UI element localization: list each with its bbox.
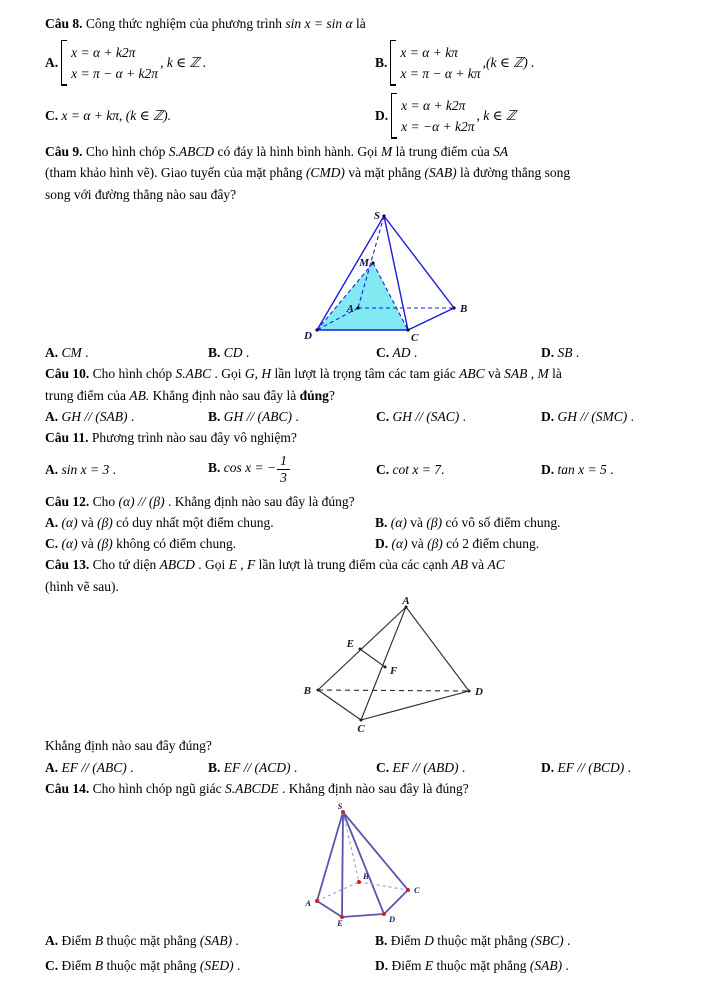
question-11-option-c: C. cot x = 7. [376, 462, 445, 477]
question-10-line-1: Câu 10. Cho hình chóp S.ABC . Gọi G, H lần lượt là trọng tâm các tam giác ABC và SAB , M là [45, 366, 562, 381]
system-bracket [61, 40, 67, 86]
option-label: A. [45, 55, 59, 70]
question-14-option-b: B. Điểm D thuộc mặt phẳng (SBC) . [375, 933, 571, 948]
equation-system: x = α + kπ x = π − α + kπ [400, 44, 481, 81]
option-label: B. [375, 55, 388, 70]
vertex-label-b: B [363, 871, 369, 881]
question-13-line-2: (hình vẽ sau). [45, 578, 119, 594]
question-9-option-a: A. CM . [45, 345, 89, 360]
question-14-option-a: A. Điểm B thuộc mặt phẳng (SAB) . [45, 933, 239, 948]
question-11-option-b: B. cos x = − $\frac{1}{3}$ [208, 453, 376, 485]
vertex-label-c: C [357, 723, 365, 735]
question-9-option-b: B. CD . [208, 345, 250, 360]
vertex-label-m: M [359, 257, 369, 269]
question-14-header: Câu 14. Cho hình chóp ngũ giác S.ABCDE . Khẳng định nào sau đây là đúng? [45, 780, 469, 796]
vertex-label-a: A [402, 597, 410, 607]
question-9-option-d: D. SB . [541, 345, 580, 360]
question-9-line-1: Câu 9. Cho hình chóp S.ABCD có đáy là hình bình hành. Gọi M là trung điểm của SA [45, 143, 509, 159]
question-13-line-1: Câu 13. Cho tứ diện ABCD . Gọi E , F lần lượt là trung điểm của các cạnh AB và AC [45, 557, 505, 572]
vertex-label-e: E [346, 638, 354, 650]
vertex-dots [317, 606, 471, 722]
question-11-options [45, 449, 687, 491]
vertex-label-c: C [414, 885, 420, 895]
question-8-option-a: A. x = α + k2π x = π − α + k2π , k ∈ ℤ . [45, 40, 375, 86]
solid-edges [318, 607, 469, 720]
question-8-options-row-2 [45, 91, 687, 141]
q14-pentagon-pyramid-figure [278, 800, 458, 928]
option-label: D. [375, 108, 389, 123]
question-10-option-d: D. GH // (SMC) . [541, 409, 634, 424]
equation-system: x = α + k2π x = −α + k2π [401, 97, 475, 134]
vertex-label-s: S [373, 210, 380, 222]
vertex-label-a: A [346, 303, 354, 315]
question-13-option-c: C. EF // (ABD) . [376, 759, 466, 775]
question-12-option-a: A. (α) và (β) có duy nhất một điểm chung. [45, 515, 274, 530]
question-12-header: Câu 12. Cho (α) // (β) . Khẳng định nào sau đây là đúng? [45, 493, 355, 509]
question-8-option-c: C. x = α + kπ, (k ∈ ℤ). [45, 108, 171, 123]
equation-system: x = α + k2π x = π − α + k2π [71, 44, 159, 81]
vertex-label-c: C [411, 332, 419, 342]
shaded-section-triangle [317, 263, 408, 330]
solid-edges [317, 812, 408, 917]
question-14-options-row-2 [45, 953, 687, 978]
question-9-line-3: song với đường thẳng nào sau đây? [45, 186, 237, 202]
vertex-label-d: D [304, 330, 312, 342]
question-10-line-2: trung điểm của AB. Khẳng định nào sau đây là đúng? [45, 387, 335, 403]
vertex-label-a: A [305, 898, 311, 908]
question-8-options-row-1 [45, 35, 687, 91]
question-13-options [45, 757, 687, 778]
question-11-header: Câu 11. Phương trình nào sau đây vô nghiệm? [45, 430, 297, 445]
vertex-label-d: D [389, 914, 396, 924]
question-13-option-b: B. EF // (ACD) . [208, 759, 298, 775]
question-10-option-b: B. GH // (ABC) . [208, 409, 299, 424]
question-12-option-b: B. (α) và (β) có vô số điểm chung. [375, 515, 561, 530]
question-14-option-d: D. Điểm E thuộc mặt phẳng (SAB) . [375, 958, 569, 973]
question-11-option-a: A. sin x = 3 . [45, 462, 116, 477]
q9-pyramid-figure [290, 207, 510, 342]
q13-tetrahedron-figure [280, 597, 485, 735]
question-12-option-d: D. (α) và (β) có 2 điểm chung. [375, 536, 540, 551]
system-bracket [390, 40, 396, 86]
vertex-label-s: S [337, 801, 343, 811]
question-12-options-row-2 [45, 533, 687, 554]
vertex-label-b: B [303, 685, 311, 697]
question-8-option-d: D. x = α + k2π x = −α + k2π , k ∈ ℤ [375, 93, 687, 139]
question-13-option-d: D. EF // (BCD) . [541, 759, 631, 775]
question-8-option-b: B. x = α + kπ x = π − α + kπ ,(k ∈ ℤ) . [375, 40, 687, 86]
question-9-option-c: C. AD . [376, 345, 418, 360]
question-14-option-c: C. Điểm B thuộc mặt phẳng (SED) . [45, 958, 241, 973]
question-12-option-c: C. (α) và (β) không có điểm chung. [45, 536, 237, 551]
question-9-line-2: (tham khảo hình vẽ). Giao tuyến của mặt phẳng (CMD) và mặt phẳng (SAB) là đường thẳng song [45, 165, 571, 180]
vertex-labels [303, 597, 483, 735]
option-label: B. [208, 460, 221, 476]
question-12-options-row-1 [45, 512, 687, 533]
vertex-label-d: D [475, 686, 483, 698]
fraction: $\frac{1}{3}$ [277, 453, 290, 485]
question-11-option-d: D. tan x = 5 . [541, 462, 614, 477]
question-13-question-line: Khẳng định nào sau đây đúng? [45, 738, 212, 753]
system-bracket [391, 93, 397, 139]
question-14-options-row-1 [45, 928, 687, 953]
question-13-option-a: A. EF // (ABC) . [45, 759, 134, 775]
vertex-labels [304, 801, 420, 928]
vertex-label-e: E [337, 918, 343, 928]
hidden-edges [318, 690, 469, 691]
question-8-header: Câu 8. Công thức nghiệm của phương trình sin x = sin α là [45, 16, 366, 31]
question-10-option-a: A. GH // (SAB) . [45, 409, 135, 424]
question-9-options [45, 342, 687, 363]
question-10-options [45, 406, 687, 427]
vertex-label-f: F [390, 665, 398, 677]
vertex-label-b: B [460, 303, 468, 315]
question-10-option-c: C. GH // (SAC) . [376, 409, 466, 424]
